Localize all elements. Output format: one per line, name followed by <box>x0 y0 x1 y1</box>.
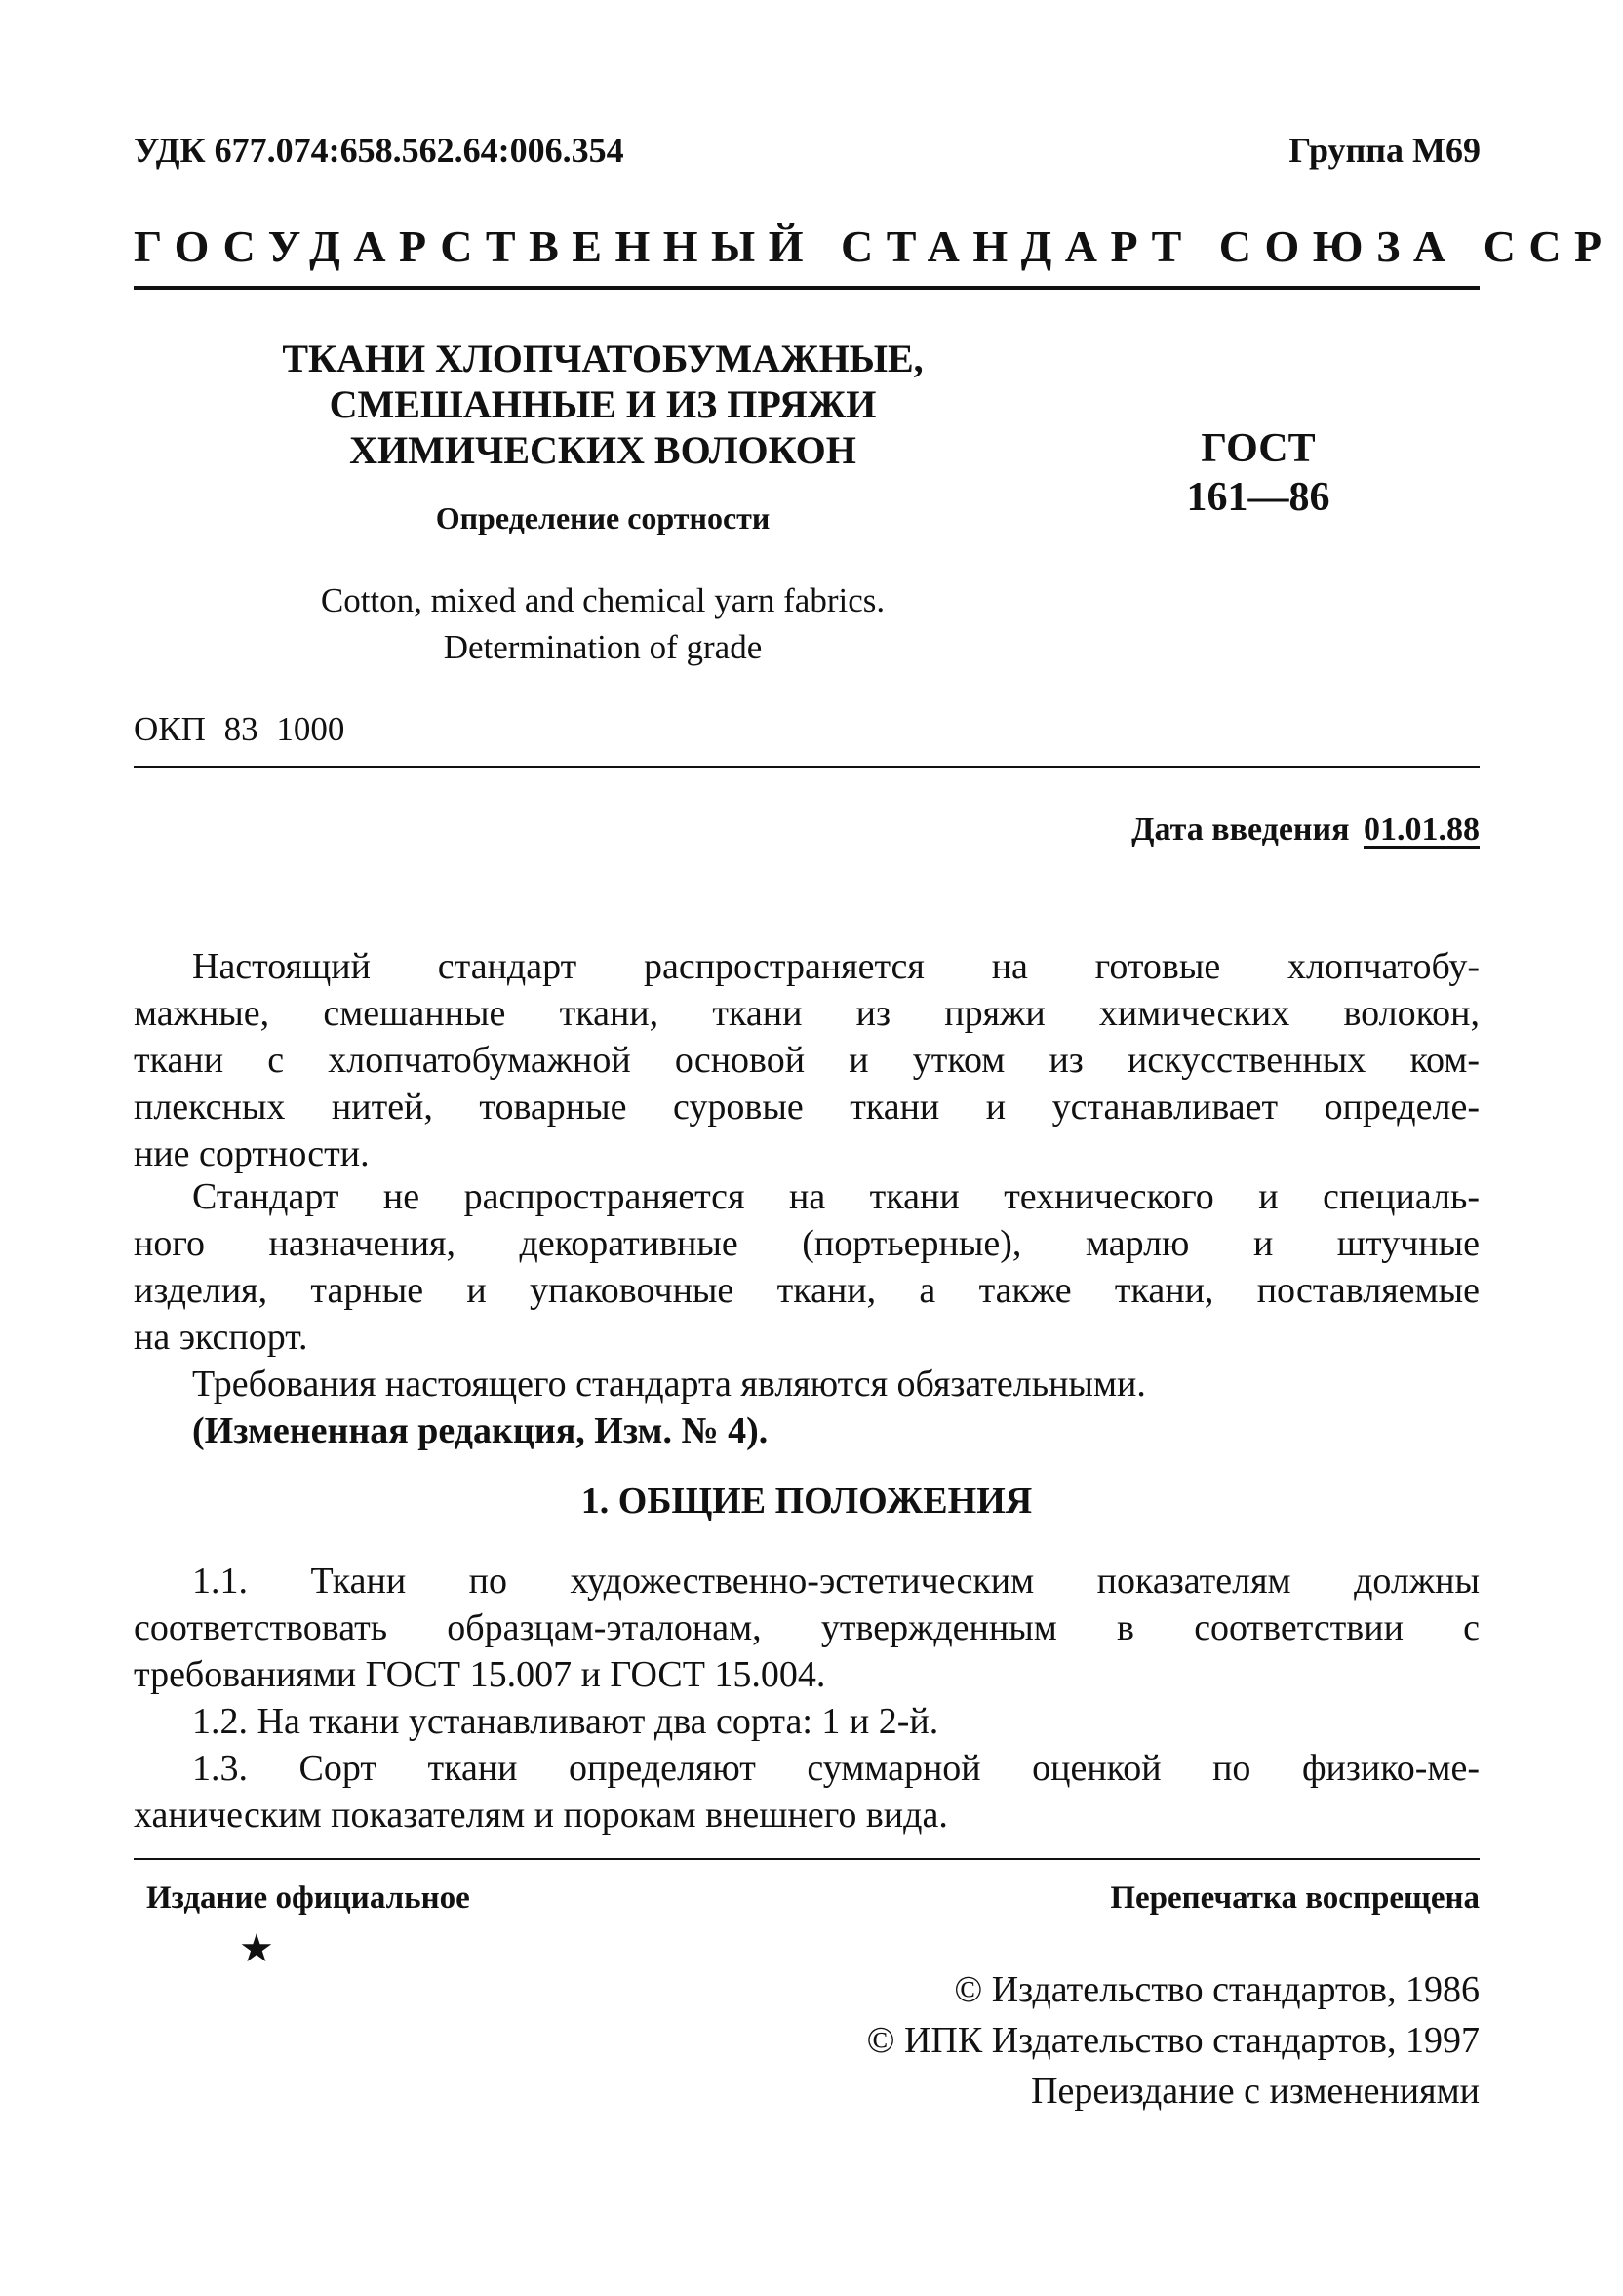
introduction-date-label: Дата введения <box>1131 812 1350 848</box>
text-line: 1.1. Ткани по художественно-эстетическим показателям должны <box>192 1561 1480 1602</box>
text-line: (Измененная редакция, Изм. № 4). <box>192 1410 769 1451</box>
text-line: ние сортности. <box>134 1133 370 1174</box>
footer-divider <box>134 1858 1480 1860</box>
introduction-date-value: 01.01.88 <box>1364 812 1480 848</box>
text-line: 1.3. Сорт ткани определяют суммарной оценкой по физико-ме- <box>192 1748 1480 1789</box>
text-line: ханическим показателям и порокам внешнего вида. <box>134 1795 948 1836</box>
official-edition-label: Издание официальное <box>146 1880 470 1916</box>
udk-code: УДК 677.074:658.562.64:006.354 <box>134 131 624 170</box>
reprint-prohibited-label: Перепечатка воспрещена <box>1110 1880 1480 1916</box>
text-line: требованиями ГОСТ 15.007 и ГОСТ 15.004. <box>134 1654 826 1695</box>
section-heading: 1. ОБЩИЕ ПОЛОЖЕНИЯ <box>580 1481 1033 1522</box>
okp-code: ОКП 83 1000 <box>134 710 345 748</box>
text-line: 1.2. На ткани устанавливают два сорта: 1 и 2-й. <box>192 1701 939 1742</box>
scope-paragraph <box>134 943 1480 1177</box>
gost-label: ГОСТ <box>1201 426 1316 471</box>
top-divider <box>134 286 1480 290</box>
text-line: ткани с хлопчатобумажной основой и утком из искусственных ком- <box>134 1040 1480 1081</box>
mandatory-paragraph <box>134 1361 1480 1407</box>
english-title <box>222 577 983 671</box>
amendment-note <box>134 1407 1480 1454</box>
group-code: Группа М69 <box>1288 131 1481 170</box>
english-title-line: Cotton, mixed and chemical yarn fabrics. <box>320 581 886 619</box>
clause-1-2 <box>134 1698 1480 1745</box>
exclusions-paragraph <box>134 1173 1480 1361</box>
copyright-block <box>602 1964 1480 2117</box>
copyright-line: © Издательство стандартов, 1986 <box>954 1969 1480 2010</box>
introduction-date <box>1131 812 1480 849</box>
text-line: Требования настоящего стандарта являются обязательными. <box>192 1364 1146 1405</box>
text-line: на экспорт. <box>134 1317 308 1358</box>
gost-number <box>1151 424 1366 522</box>
title-line: ТКАНИ ХЛОПЧАТОБУМАЖНЫЕ, <box>282 336 924 380</box>
title-line: ХИМИЧЕСКИХ ВОЛОКОН <box>349 428 856 472</box>
document-subtitle: Определение сортности <box>435 500 771 535</box>
clause-1-1 <box>134 1558 1480 1698</box>
text-line: изделия, тарные и упаковочные ткани, а также ткани, поставляемые <box>134 1270 1480 1311</box>
text-line: мажные, смешанные ткани, ткани из пряжи химических волокон, <box>134 993 1480 1034</box>
text-line: плексных нитей, товарные суровые ткани и устанавливает определе- <box>134 1087 1480 1128</box>
gost-designation: 161—86 <box>1186 475 1330 520</box>
star-icon: ★ <box>239 1926 274 1970</box>
okp-divider <box>134 766 1480 768</box>
title-line: СМЕШАННЫЕ И ИЗ ПРЯЖИ <box>329 382 877 426</box>
text-line: ного назначения, декоративные (портьерные), марлю и штучные <box>134 1223 1480 1264</box>
text-line: соответствовать образцам-эталонам, утвержденным в соответствии с <box>134 1607 1480 1648</box>
document-title <box>222 336 983 473</box>
english-title-line: Determination of grade <box>443 628 763 666</box>
text-line: Настоящий стандарт распространяется на готовые хлопчатобу- <box>192 946 1480 987</box>
copyright-line: © ИПК Издательство стандартов, 1997 <box>866 2020 1480 2061</box>
reissue-note: Переиздание с изменениями <box>1031 2071 1480 2112</box>
text-line: Стандарт не распространяется на ткани технического и специаль- <box>192 1176 1480 1217</box>
clause-1-3 <box>134 1745 1480 1839</box>
state-standard-heading: ГОСУДАРСТВЕННЫЙ СТАНДАРТ СОЮЗА ССР <box>134 221 1615 271</box>
